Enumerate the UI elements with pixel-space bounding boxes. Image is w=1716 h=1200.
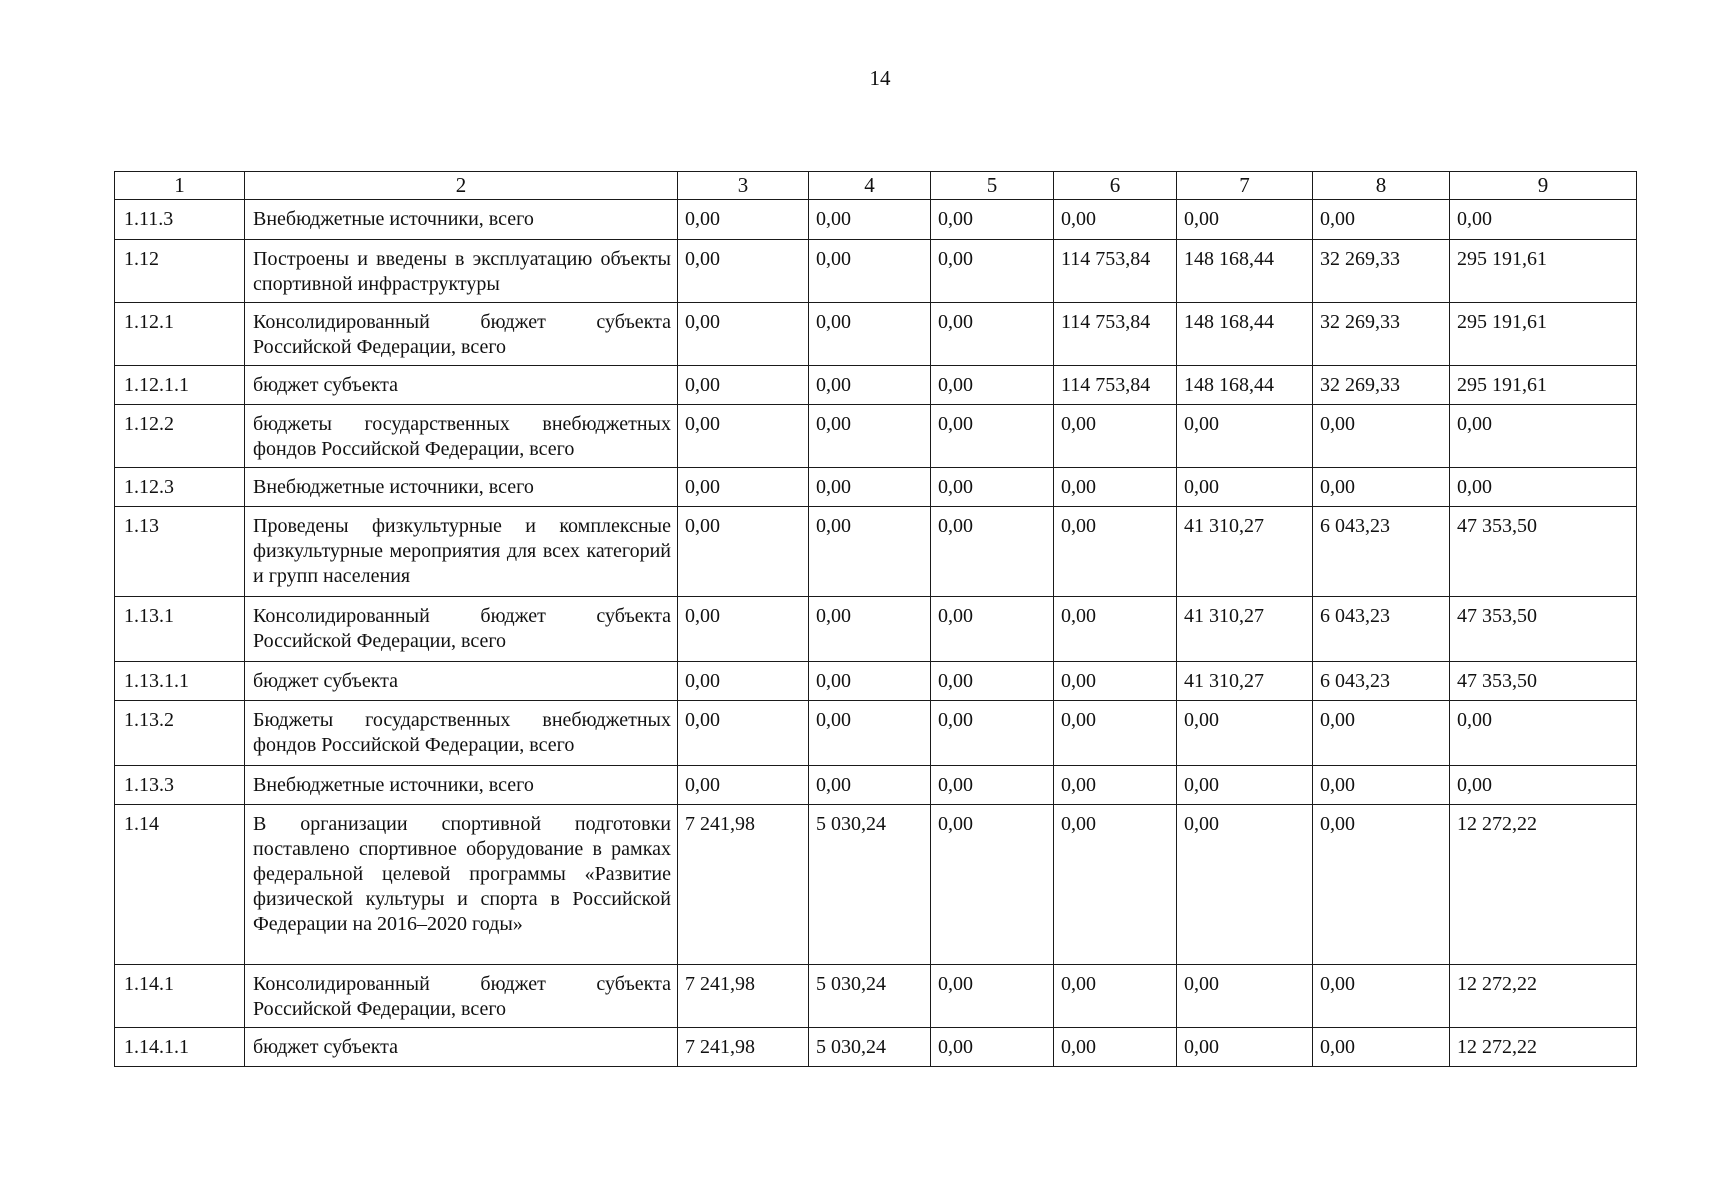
value-cell-col-5: 0,00 [931,701,1054,766]
value-cell-col-7: 0,00 [1177,468,1313,507]
value-cell-col-3: 0,00 [678,468,809,507]
value-cell-col-8: 0,00 [1313,468,1450,507]
row-code: 1.12.2 [115,405,245,468]
value-cell-col-9: 0,00 [1450,766,1637,805]
value-cell-col-3: 0,00 [678,597,809,662]
table-header [115,172,1637,200]
value-cell-col-7: 148 168,44 [1177,366,1313,405]
value-cell-col-4: 0,00 [809,405,931,468]
value-cell-col-5: 0,00 [931,468,1054,507]
table-body [115,200,1637,1067]
value-cell-col-5: 0,00 [931,597,1054,662]
row-code: 1.13.2 [115,701,245,766]
value-cell-col-6: 0,00 [1054,662,1177,701]
value-cell-col-6: 0,00 [1054,507,1177,597]
value-cell-col-8: 32 269,33 [1313,366,1450,405]
value-cell-col-3: 0,00 [678,303,809,366]
value-cell-col-7: 0,00 [1177,200,1313,240]
value-cell-col-4: 5 030,24 [809,965,931,1028]
value-cell-col-6: 0,00 [1054,468,1177,507]
value-cell-col-3: 7 241,98 [678,965,809,1028]
budget-table [114,171,1637,1067]
value-cell-col-6: 114 753,84 [1054,240,1177,303]
value-cell-col-9: 12 272,22 [1450,965,1637,1028]
value-cell-col-4: 0,00 [809,366,931,405]
value-cell-col-6: 0,00 [1054,200,1177,240]
column-header-1: 1 [115,172,245,200]
table-row [115,597,1637,662]
value-cell-col-6: 0,00 [1054,965,1177,1028]
value-cell-col-6: 0,00 [1054,766,1177,805]
value-cell-col-6: 0,00 [1054,701,1177,766]
table-row [115,200,1637,240]
value-cell-col-9: 12 272,22 [1450,1028,1637,1067]
table-row [115,468,1637,507]
value-cell-col-7: 148 168,44 [1177,303,1313,366]
value-cell-col-6: 114 753,84 [1054,366,1177,405]
row-name: бюджет субъекта [245,366,678,405]
value-cell-col-9: 47 353,50 [1450,662,1637,701]
row-name: Внебюджетные источники, всего [245,468,678,507]
value-cell-col-3: 0,00 [678,507,809,597]
value-cell-col-4: 0,00 [809,701,931,766]
header-row [115,172,1637,200]
row-code: 1.12.1.1 [115,366,245,405]
value-cell-col-4: 5 030,24 [809,805,931,965]
table-row [115,766,1637,805]
value-cell-col-3: 0,00 [678,701,809,766]
page-number: 14 [869,66,891,90]
table-row [115,701,1637,766]
value-cell-col-9: 0,00 [1450,405,1637,468]
row-code: 1.12 [115,240,245,303]
row-name: Построены и введены в эксплуатацию объекты спортивной инфраструктуры [245,240,678,303]
row-name: бюджеты государственных внебюджетных фондов Российской Федерации, всего [245,405,678,468]
row-name: Проведены физкультурные и комплексные физкультурные мероприятия для всех категорий и групп населения [245,507,678,597]
column-header-5: 5 [931,172,1054,200]
value-cell-col-5: 0,00 [931,766,1054,805]
value-cell-col-9: 295 191,61 [1450,240,1637,303]
table-row [115,1028,1637,1067]
value-cell-col-5: 0,00 [931,240,1054,303]
value-cell-col-7: 148 168,44 [1177,240,1313,303]
value-cell-col-9: 12 272,22 [1450,805,1637,965]
value-cell-col-7: 0,00 [1177,701,1313,766]
value-cell-col-7: 41 310,27 [1177,597,1313,662]
row-name: Внебюджетные источники, всего [245,766,678,805]
value-cell-col-8: 6 043,23 [1313,597,1450,662]
column-header-4: 4 [809,172,931,200]
row-code: 1.14 [115,805,245,965]
value-cell-col-5: 0,00 [931,965,1054,1028]
value-cell-col-7: 0,00 [1177,965,1313,1028]
row-code: 1.14.1 [115,965,245,1028]
row-code: 1.14.1.1 [115,1028,245,1067]
table-row [115,965,1637,1028]
value-cell-col-4: 5 030,24 [809,1028,931,1067]
value-cell-col-7: 41 310,27 [1177,507,1313,597]
value-cell-col-4: 0,00 [809,507,931,597]
column-header-7: 7 [1177,172,1313,200]
table-row [115,805,1637,965]
table-row [115,366,1637,405]
value-cell-col-4: 0,00 [809,303,931,366]
column-header-3: 3 [678,172,809,200]
row-code: 1.12.1 [115,303,245,366]
value-cell-col-8: 0,00 [1313,805,1450,965]
value-cell-col-8: 6 043,23 [1313,507,1450,597]
value-cell-col-3: 7 241,98 [678,1028,809,1067]
column-header-2: 2 [245,172,678,200]
column-header-8: 8 [1313,172,1450,200]
value-cell-col-6: 0,00 [1054,805,1177,965]
value-cell-col-5: 0,00 [931,805,1054,965]
value-cell-col-6: 0,00 [1054,597,1177,662]
value-cell-col-5: 0,00 [931,405,1054,468]
row-name: Консолидированный бюджет субъекта Российской Федерации, всего [245,303,678,366]
value-cell-col-5: 0,00 [931,366,1054,405]
value-cell-col-3: 0,00 [678,200,809,240]
value-cell-col-5: 0,00 [931,200,1054,240]
value-cell-col-3: 7 241,98 [678,805,809,965]
value-cell-col-3: 0,00 [678,662,809,701]
row-name: Внебюджетные источники, всего [245,200,678,240]
value-cell-col-7: 0,00 [1177,1028,1313,1067]
value-cell-col-8: 0,00 [1313,701,1450,766]
value-cell-col-9: 295 191,61 [1450,303,1637,366]
value-cell-col-4: 0,00 [809,662,931,701]
value-cell-col-9: 0,00 [1450,200,1637,240]
value-cell-col-6: 0,00 [1054,405,1177,468]
table-row [115,507,1637,597]
row-name: В организации спортивной подготовки поставлено спортивное оборудование в рамках федеральной целевой программы «Развитие физической культуры и спорта в Российской Федерации на 2016–2020 годы» [245,805,678,965]
table-row [115,662,1637,701]
value-cell-col-6: 114 753,84 [1054,303,1177,366]
value-cell-col-8: 0,00 [1313,965,1450,1028]
value-cell-col-5: 0,00 [931,507,1054,597]
table-row [115,240,1637,303]
value-cell-col-7: 0,00 [1177,405,1313,468]
row-code: 1.13.1 [115,597,245,662]
value-cell-col-9: 295 191,61 [1450,366,1637,405]
value-cell-col-4: 0,00 [809,468,931,507]
value-cell-col-4: 0,00 [809,200,931,240]
value-cell-col-4: 0,00 [809,240,931,303]
value-cell-col-9: 0,00 [1450,468,1637,507]
value-cell-col-3: 0,00 [678,405,809,468]
value-cell-col-8: 0,00 [1313,766,1450,805]
value-cell-col-7: 0,00 [1177,766,1313,805]
row-name: Консолидированный бюджет субъекта Российской Федерации, всего [245,597,678,662]
value-cell-col-5: 0,00 [931,1028,1054,1067]
column-header-9: 9 [1450,172,1637,200]
value-cell-col-5: 0,00 [931,303,1054,366]
row-code: 1.11.3 [115,200,245,240]
value-cell-col-3: 0,00 [678,766,809,805]
value-cell-col-3: 0,00 [678,240,809,303]
column-header-6: 6 [1054,172,1177,200]
row-code: 1.12.3 [115,468,245,507]
row-code: 1.13.3 [115,766,245,805]
value-cell-col-7: 0,00 [1177,805,1313,965]
row-code: 1.13 [115,507,245,597]
value-cell-col-8: 0,00 [1313,200,1450,240]
value-cell-col-8: 0,00 [1313,405,1450,468]
row-name: бюджет субъекта [245,662,678,701]
row-code: 1.13.1.1 [115,662,245,701]
value-cell-col-6: 0,00 [1054,1028,1177,1067]
row-name: Консолидированный бюджет субъекта Российской Федерации, всего [245,965,678,1028]
value-cell-col-4: 0,00 [809,766,931,805]
value-cell-col-8: 0,00 [1313,1028,1450,1067]
value-cell-col-3: 0,00 [678,366,809,405]
value-cell-col-9: 47 353,50 [1450,507,1637,597]
value-cell-col-7: 41 310,27 [1177,662,1313,701]
value-cell-col-9: 47 353,50 [1450,597,1637,662]
value-cell-col-8: 32 269,33 [1313,240,1450,303]
value-cell-col-8: 32 269,33 [1313,303,1450,366]
value-cell-col-4: 0,00 [809,597,931,662]
row-name: бюджет субъекта [245,1028,678,1067]
row-name: Бюджеты государственных внебюджетных фондов Российской Федерации, всего [245,701,678,766]
value-cell-col-5: 0,00 [931,662,1054,701]
table-row [115,303,1637,366]
value-cell-col-8: 6 043,23 [1313,662,1450,701]
table-row [115,405,1637,468]
value-cell-col-9: 0,00 [1450,701,1637,766]
